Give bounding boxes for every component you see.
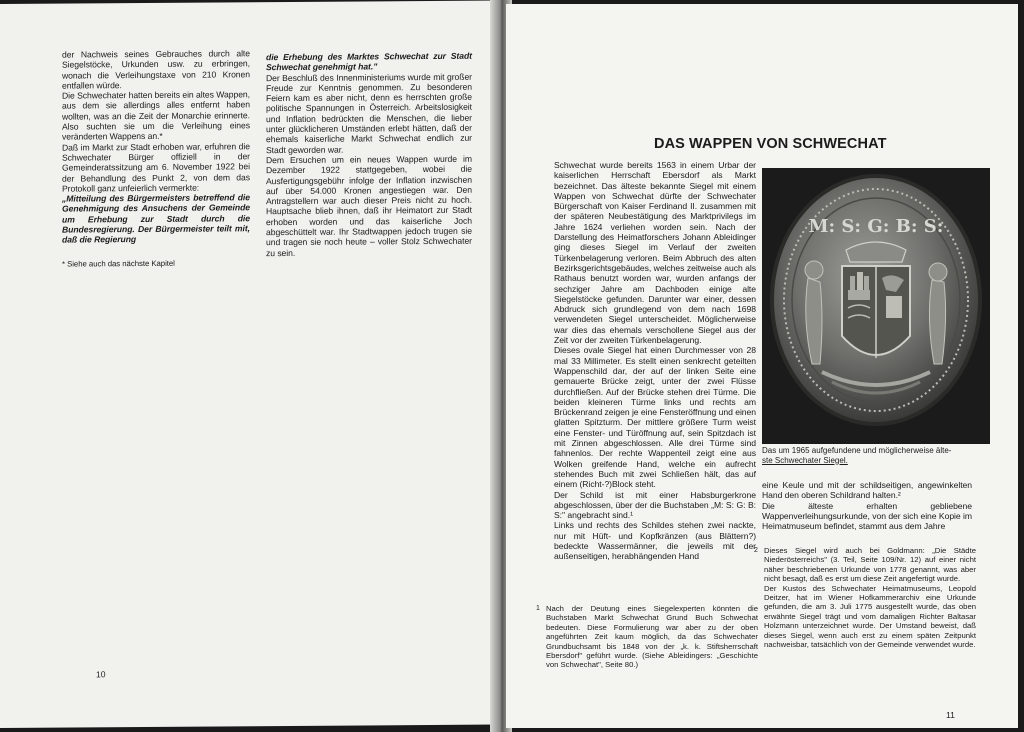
- seal-letters: M: S: G: B: S:: [808, 216, 944, 237]
- paragraph: Die älteste erhalten gebliebene Wappenverleihungsurkunde, von der sich eine Kopie im Heimatmuseum befindet, stammt aus dem Jahre: [762, 500, 972, 532]
- caption-line: ste Schwechater Siegel.: [762, 455, 848, 465]
- page-title: DAS WAPPEN VON SCHWECHAT: [654, 136, 887, 152]
- left-page-column-1: [62, 48, 250, 269]
- quote: „Mitteilung des Bürgermeisters betreffend die Genehmigung des Ansuchens der Gemeinde um Erhebung zur Stadt durch die Bundesregierung. Der Bürgermeister teilt mit, daß die Regierung: [62, 192, 250, 245]
- paragraph: Die Schwechater hatten bereits ein altes Wappen, aus dem sie allerdings alles entfernt haben wollten, was an die Zeit der Monarchie erinnerte. Also suchten sie um die Verleihung eines veränderten Wappens an.*: [62, 89, 250, 142]
- paragraph: eine Keule und mit der schildseitigen, angewinkelten Hand den oberen Schildrand halten.²: [762, 480, 972, 501]
- footnote-text: Nach der Deutung eines Siegelexperten könnten die Buchstaben Markt Schwechat Grund Buch Schwechat bedeuten. Diese Formulierung war aber zu der oben angeführten Zeit kaum möglich, da das Schwechater Grundbuchsamt bis 1848 von der „k. k. Stiftsherrschaft Ebersdorf" geführt wurde. (Siehe Ableidingers: „Geschichte von Schwechat", Seite 80.): [546, 604, 758, 670]
- left-page-column-2: [266, 51, 472, 258]
- footnote-2: [754, 546, 976, 649]
- page-number: 11: [946, 710, 955, 720]
- footnote-text: Dieses Siegel wird auch bei Goldmann: „Die Städte Niederösterreichs" (3. Teil, Seite 109/Nr. 12) auf einer nicht näher beschriebenen Urkunde von 1778 genannt, was aber nicht besagt, daß es erst um diese Zeit angefertigt wurde.: [764, 546, 976, 584]
- paragraph: Der Schild ist mit einer Habsburgerkrone abgeschlossen, über der die Buchstaben „M: S: G: B: S:" angebracht sind.¹: [554, 489, 756, 521]
- paragraph: Links und rechts des Schildes stehen zwei nackte, nur mit Hüft- und Kopfkränzen (aus Blättern?) bedeckte Wassermänner, die jeweils mit der außenseitigen, herabhängenden Hand: [554, 520, 756, 562]
- paragraph: Dieses ovale Siegel hat einen Durchmesser von 28 mal 33 Millimeter. Es stellt einen senkrecht geteilten Wappenschild dar, der auf der linken Seite eine gemauerte Brücke zeigt, unter der zwei Flüsse durchfließen. Auf der Brücke stehen drei Türme. Die beiden kleineren Türme links und rechts am Brückenrand zeigen je eine Fensteröffnung und einen glatten Spitzturm. Der mittlere größere Turm weist eine Fenster- und Türöffnung auf, sein Spitzdach ist mit Zinnen abgeschlossen. Alle drei Türme sind fahnenlos. Der rechte Wappenteil zeigt eine aus Wolken greifende Hand, welche ein aufrecht stehendes Buch mit zwei Schließen hält, das auf einem (Richt-?)Block steht.: [554, 345, 756, 490]
- footnote-1: [536, 604, 758, 670]
- seal-photo: [762, 168, 990, 444]
- footnote-marker: 2: [754, 547, 758, 554]
- paragraph: der Nachweis seines Gebrauches durch alte Siegelstöcke, Urkunden usw. zu erbringen, wonach die Verleihungstaxe von 210 Kronen entfallen würde.: [62, 48, 250, 91]
- footnote-text: Der Kustos des Schwechater Heimatmuseums, Leopold Deitzer, hat im Wiener Hofkammerarchiv eine Urkunde gefunden, die am 3. Juli 1775 ausgestellt wurde, das oben erwähnte Siegel trägt und vom damaligen Richter Baltasar Holzmann unterzeichnet wurde. Der Umstand beweist, daß dieses Siegel, wenn auch erst zu einem späten Zeitpunkt nachweisbar, tatsächlich von der Gemeinde verwendet wurde.: [764, 583, 976, 650]
- caption-line: Das um 1965 aufgefundene und möglicherweise älte-: [762, 446, 952, 455]
- footnote-marker: 1: [536, 605, 540, 612]
- paragraph: Daß im Markt zur Stadt erhoben war, erfuhren die Schwechater Bürger offiziell in der Gemeinderatssitzung am 6. November 1922 bei der Behandlung des Punkt 2, von dem das Protokoll ganz unfeierlich vermerkte:: [62, 140, 250, 194]
- photo-caption: [762, 446, 994, 465]
- right-page-column-2: [762, 480, 972, 531]
- right-page-column-1: [554, 160, 756, 562]
- left-page: [0, 1, 496, 728]
- page-number: 10: [96, 669, 106, 680]
- quote: die Erhebung des Marktes Schwechat zur Stadt Schwechat genehmigt hat.": [266, 50, 472, 73]
- seal-image: [762, 168, 990, 444]
- paragraph: Dem Ersuchen um ein neues Wappen wurde im Dezember 1922 stattgegeben, wobei die Ausfertigungsgebühr infolge der Inflation inzwischen auf über 54.000 Kronen angestiegen war. Den Antragstellern war auch dieser Preis nicht zu hoch. Hauptsache blieb ihnen, daß ihr Heimatort zur Stadt erhoben worden und das kaiserliche Joch abgeschüttelt war. Ihr Stadtwappen jedoch trugen sie und tragen sie noch heute – voller Stolz Schwechater zu sein.: [266, 153, 472, 258]
- footnote: * Siehe auch das nächste Kapitel: [62, 258, 175, 269]
- right-page: [506, 4, 1018, 728]
- paragraph: Der Beschluß des Innenministeriums wurde mit großer Freude zur Kenntnis genommen. Zu besonderen Feiern kam es aber nicht, denn es herrschten große politische Spannungen in Österreich. Arbeitslosigkeit und Inflation bedrückten die Menschen, die lieber unter glücklicheren Umständen erlebt hätten, daß der ehemals kaiserliche Markt Schwechat endlich zur Stadt geworden war.: [266, 71, 472, 155]
- paragraph: Schwechat wurde bereits 1563 in einem Urbar der kaiserlichen Herrschaft Ebersdorf als Markt bezeichnet. Das älteste bekannte Siegel mit einem Wappen von Schwechat dürfte der Schwechater Bürgerschaft von Kaiser Ferdinand II. zusammen mit der späteren Neubestätigung des Marktprivilegs im Jahre 1624 verliehen worden sein. Nach der Darstellung des Heimatforschers Johann Ableidinger ging dieses Siegel im Verlauf der zweiten Türkenbelagerung verloren. Beim Abbruch des alten Bezirksgerichtsgebäudes, welches zeitweise auch als Rathaus benutzt worden war, wurden anfangs der sechziger Jahre am Dachboden einige alte Siegelstöcke gefunden. Darunter war einer, dessen Abdruck sich grundlegend von dem nach 1698 verwendeten Siegel unterscheidet. Möglicherweise war dies das ehemals verschollene Siegel aus der Zeit vor der zweiten Türkenbelagerung.: [554, 160, 756, 346]
